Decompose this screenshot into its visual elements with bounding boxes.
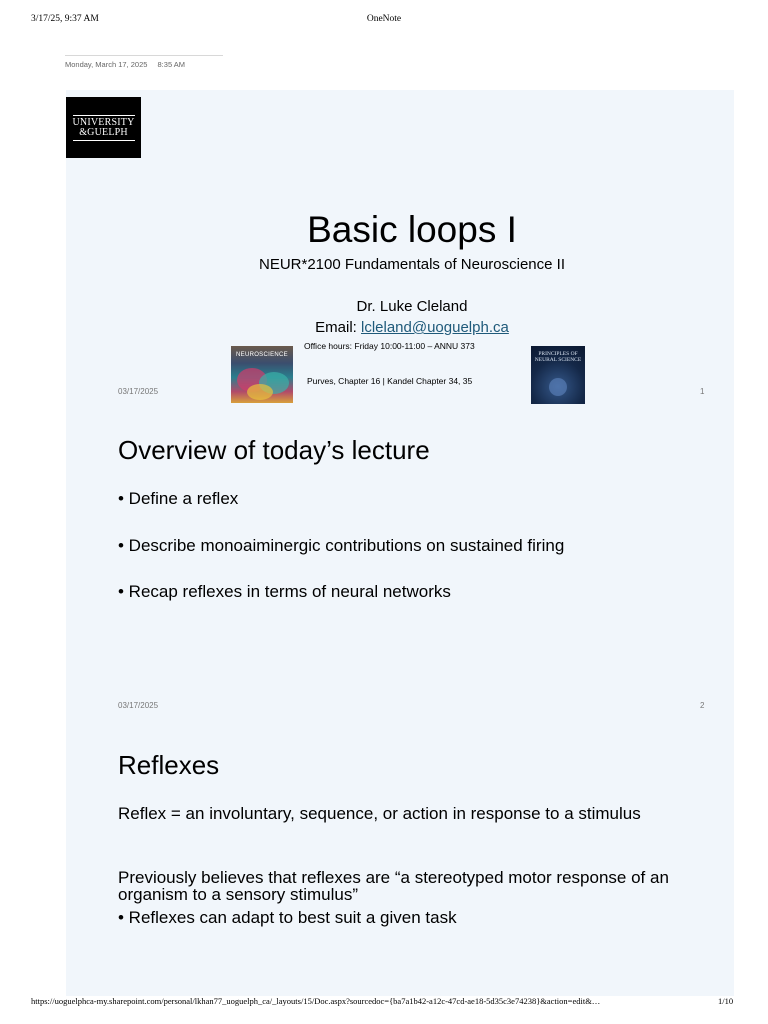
slide-printout (66, 90, 734, 996)
office-hours: Office hours: Friday 10:00-11:00 – ANNU 373 (304, 341, 475, 351)
purves-book-cover-image (231, 346, 293, 403)
logo-line-2: &GUELPH (79, 126, 128, 138)
slide-number: 1 (700, 387, 705, 396)
print-footer (0, 996, 768, 1010)
textbook-chapters: Purves, Chapter 16 | Kandel Chapter 34, 35 (307, 376, 473, 386)
university-logo (66, 97, 141, 158)
email-line (66, 319, 758, 337)
slide-3 (66, 735, 734, 995)
slide-title: Overview of today’s lecture (118, 435, 430, 465)
note-timestamp (65, 55, 223, 69)
slide-2 (66, 420, 734, 720)
email-link[interactable]: lcleland@uoguelph.ca (361, 319, 509, 336)
book2-title: PRINCIPLES OF NEURAL SCIENCE (534, 351, 582, 363)
print-page-number: 1/10 (718, 996, 734, 1006)
bullet-item: • Define a reflex (118, 489, 239, 508)
book1-title: NEUROSCIENCE (236, 352, 288, 358)
logo-line-1: UNIVERSITY (72, 116, 135, 128)
slide-date: 03/17/2025 (118, 701, 159, 710)
lecturer-name: Dr. Luke Cleland (356, 298, 468, 315)
email-label: Email: (315, 319, 361, 336)
slide-1 (66, 90, 734, 404)
print-app-name: OneNote (366, 14, 402, 24)
note-time: 8:35 AM (157, 60, 186, 69)
previous-belief: Previously believes that reflexes are “a stereotyped motor response of an organism to a sensory stimulus” (118, 868, 669, 904)
slide-number: 2 (700, 701, 705, 710)
bullet-item: • Describe monoaiminergic contributions on sustained firing (118, 536, 565, 555)
kandel-book-cover-image (531, 346, 585, 404)
print-url: https://uoguelphca-my.sharepoint.com/personal/lkhan77_uoguelph_ca/_layouts/15/Doc.aspx?sourcedoc={ba7a1b42-a12c-47cd-ae18-5d35c3e74238}&action=edit&… (31, 996, 601, 1006)
slide-title: Basic loops I (307, 209, 517, 250)
slide-date: 03/17/2025 (118, 387, 159, 396)
course-name: NEUR*2100 Fundamentals of Neuroscience II (259, 256, 565, 273)
bullet-item: • Reflexes can adapt to best suit a given task (118, 908, 457, 927)
reflex-definition: Reflex = an involuntary, sequence, or action in response to a stimulus (118, 804, 641, 823)
print-header (0, 14, 768, 28)
bullet-item: • Recap reflexes in terms of neural networks (118, 582, 451, 601)
slide-title: Reflexes (118, 750, 220, 780)
print-datetime: 3/17/25, 9:37 AM (31, 14, 99, 24)
note-date: Monday, March 17, 2025 (65, 60, 148, 69)
